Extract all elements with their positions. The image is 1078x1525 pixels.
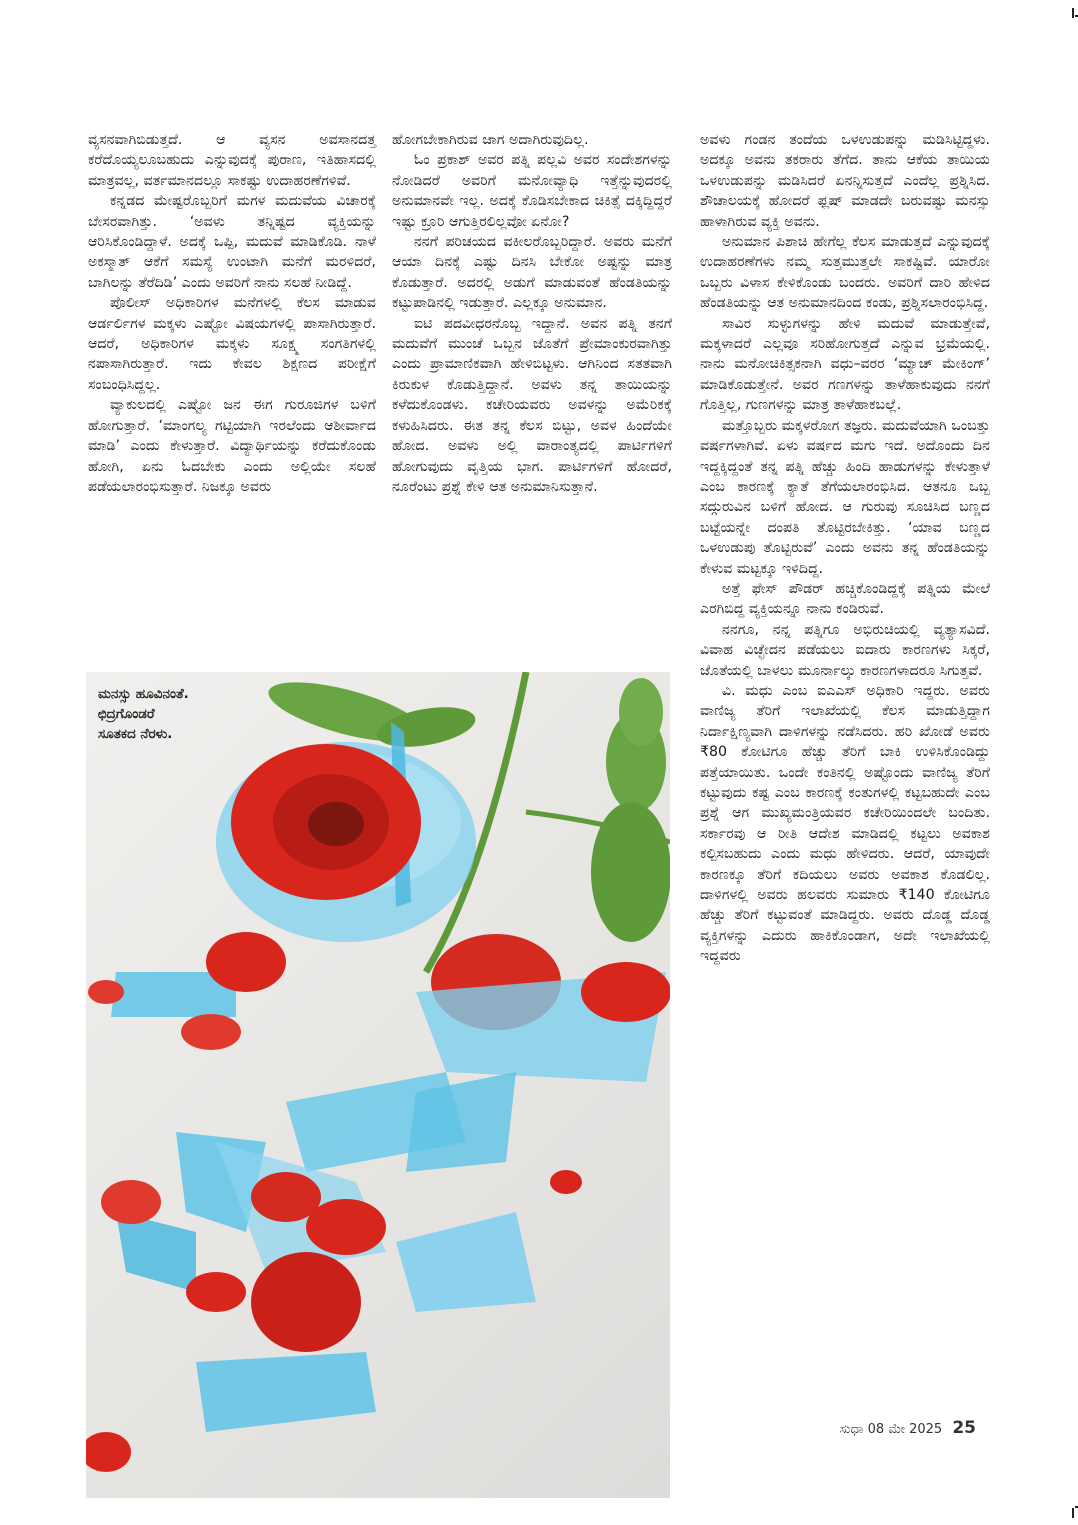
paragraph: ಪೊಲೀಸ್ ಅಧಿಕಾರಿಗಳ ಮನೆಗಳಲ್ಲಿ ಕೆಲಸ ಮಾಡುವ ಆರ್ಡರ್ಲಿಗಳ ಮಕ್ಕಳು ಎಷ್ಟೋ ವಿಷಯಗಳಲ್ಲಿ ಪಾಸಾಗಿರುತ್ತಾರೆ. ಆದರೆ, ಅಧಿಕಾರಿಗಳ ಮಕ್ಕಳು ಸೂಕ್ಷ್ಮ ಸಂಗತಿಗಳಲ್ಲಿ ನಪಾಸಾಗಿರುತ್ತಾರೆ. ಇದು ಕೇವಲ ಶಿಕ್ಷಣದ ಪರೀಕ್ಷೆಗೆ ಸಂಬಂಧಿಸಿದ್ದಲ್ಲ. <box>88 295 376 393</box>
rose-petal <box>581 962 670 1022</box>
broken-glass-rose-illustration <box>86 672 670 1498</box>
glass-shard <box>396 1212 536 1312</box>
paragraph: ಮತ್ತೊಬ್ಬರು ಮಕ್ಕಳರೋಗ ತಜ್ಞರು. ಮದುವೆಯಾಗಿ ಒಂಬತ್ತು ವರ್ಷಗಳಾಗಿವೆ. ಏಳು ವರ್ಷದ ಮಗು ಇದೆ. ಅದೊಂದು ದಿನ ಇದ್ದಕ್ಕಿದ್ದಂತೆ ತನ್ನ ಪತ್ನಿ ಹೆಚ್ಚು ಹಿಂದಿ ಹಾಡುಗಳನ್ನು ಕೇಳುತ್ತಾಳೆ ಎಂಬ ಕಾರಣಕ್ಕೆ ಕ್ಯಾತೆ ತೆಗೆಯಲಾರಂಭಿಸಿದ. ಆತನೂ ಒಬ್ಬ ಸದ್ಗುರುವಿನ ಬಳಿಗೆ ಹೋದ. ಆ ಗುರುವು ಸೂಚಿಸಿದ ಬಣ್ಣದ ಬಟ್ಟೆಯನ್ನೇ ದಂಪತಿ ತೊಟ್ಟಿರಬೇಕಿತ್ತು. ‘ಯಾವ ಬಣ್ಣದ ಒಳಉಡುಪು ತೊಟ್ಟಿರುವೆ’ ಎಂದು ಅವನು ತನ್ನ ಹೆಂಡತಿಯನ್ನು ಕೇಳುವ ಮಟ್ಟಕ್ಕೂ ಇಳಿದಿದ್ದ. <box>700 417 990 577</box>
rose-petal <box>101 1180 161 1224</box>
rose-petal <box>251 1252 361 1352</box>
caption-line: ಮನಸ್ಸು ಹೂವಿನಂತೆ. <box>98 686 189 702</box>
paragraph: ನನಗೂ, ನನ್ನ ಪತ್ನಿಗೂ ಅಭಿರುಚಿಯಲ್ಲಿ ವ್ಯತ್ಯಾಸವಿದೆ. ವಿವಾಹ ವಿಚ್ಛೇದನ ಪಡೆಯಲು ಐದಾರು ಕಾರಣಗಳು ಸಿಕ್ಕರೆ, ಜೊತೆಯಲ್ಲಿ ಬಾಳಲು ಮೂರ್ನಾಲ್ಕು ಕಾರಣಗಳಾದರೂ ಸಿಗುತ್ತವೆ. <box>700 621 990 679</box>
photo-caption <box>98 684 189 744</box>
article-column-3 <box>700 130 990 967</box>
crop-mark <box>1072 1508 1074 1518</box>
rose-petal <box>550 1170 582 1194</box>
article-photo <box>86 672 670 1498</box>
paragraph: ವ್ಯಸನವಾಗಿಬಿಡುತ್ತದೆ. ಆ ವ್ಯಸನ ಅವಸಾನದತ್ತ ಕರೆದೊಯ್ಯಲೂಬಹುದು ಎನ್ನುವುದಕ್ಕೆ ಪುರಾಣ, ಇತಿಹಾಸದಲ್ಲಿ ಮಾತ್ರವಲ್ಲ, ವರ್ತಮಾನದಲ್ಲೂ ಸಾಕಷ್ಟು ಉದಾಹರಣೆಗಳಿವೆ. <box>88 132 376 189</box>
rose-petal <box>206 932 286 992</box>
rose-petal <box>86 1432 131 1472</box>
paragraph: ಅನುಮಾನ ಪಿಶಾಚಿ ಹೇಗೆಲ್ಲ ಕೆಲಸ ಮಾಡುತ್ತದೆ ಎನ್ನುವುದಕ್ಕೆ ಉದಾಹರಣೆಗಳು ನಮ್ಮ ಸುತ್ತಮುತ್ತಲೇ ಸಾಕಷ್ಟಿವೆ. ಯಾರೋ ಒಬ್ಬರು ವಿಳಾಸ ಕೇಳಿಕೊಂಡು ಬಂದರು. ಅವರಿಗೆ ದಾರಿ ಹೇಳಿದ ಹೆಂಡತಿಯನ್ನು ಆತ ಅನುಮಾನದಿಂದ ಕಂಡು, ಪ್ರಶ್ನಿಸಲಾರಂಭಿಸಿದ್ದ. <box>700 234 990 312</box>
rose-petal <box>306 1199 386 1255</box>
rose-core <box>308 802 364 846</box>
rose-petal <box>186 1272 246 1312</box>
page-footer <box>839 1418 976 1438</box>
rose-petal <box>181 1014 241 1050</box>
issue-date: 08 ಮೇ 2025 <box>867 1422 943 1437</box>
paragraph: ಓಂ ಪ್ರಕಾಶ್ ಅವರ ಪತ್ನಿ ಪಲ್ಲವಿ ಅವರ ಸಂದೇಶಗಳನ್ನು ನೋಡಿದರೆ ಅವರಿಗೆ ಮನೋವ್ಯಾಧಿ ಇತ್ತೆನ್ನುವುದರಲ್ಲಿ ಅನುಮಾನವೇ ಇಲ್ಲ. ಅದಕ್ಕೆ ಕೊಡಿಸಬೇಕಾದ ಚಿಕಿತ್ಸೆ ದಕ್ಕಿದ್ದಿದ್ದರೆ ಇಷ್ಟು ಕ್ರೂರಿ ಆಗುತ್ತಿರಲಿಲ್ಲವೋ ಏನೋ? <box>392 152 672 230</box>
paragraph: ಸಾವಿರ ಸುಳ್ಳುಗಳನ್ನು ಹೇಳಿ ಮದುವೆ ಮಾಡುತ್ತೇವೆ, ಮಕ್ಕಳಾದರೆ ಎಲ್ಲವೂ ಸರಿಹೋಗುತ್ತದೆ ಎನ್ನುವ ಭ್ರಮೆಯಲ್ಲಿ. ನಾನು ಮನೋಚಿಕಿತ್ಸಕನಾಗಿ ವಧು–ವರರ ‘ಮ್ಯಾಚ್ ಮೇಕಿಂಗ್’ ಮಾಡಿಕೊಡುತ್ತೇನೆ. ಅವರ ಗಣಗಳನ್ನು ತಾಳೆಹಾಕುವುದು ನನಗೆ ಗೊತ್ತಿಲ್ಲ, ಗುಣಗಳನ್ನು ಮಾತ್ರ ತಾಳೆಹಾಕಬಲ್ಲೆ. <box>700 315 990 414</box>
caption-line: ಛಿದ್ರಗೊಂಡರೆ <box>98 706 155 722</box>
paragraph: ವಿ. ಮಧು ಎಂಬ ಐಎಎಸ್ ಅಧಿಕಾರಿ ಇದ್ದರು. ಅವರು ವಾಣಿಜ್ಯ ತೆರಿಗೆ ಇಲಾಖೆಯಲ್ಲಿ ಕೆಲಸ ಮಾಡುತ್ತಿದ್ದಾಗ ನಿರ್ದಾಕ್ಷಿಣ್ಯವಾಗಿ ದಾಳಿಗಳನ್ನು ನಡೆಸಿದರು. ಹರಿ ಖೋಡೆ ಅವರು ₹80 ಕೋಟಿಗೂ ಹೆಚ್ಚು ತೆರಿಗೆ ಬಾಕಿ ಉಳಿಸಿಕೊಂಡಿದ್ದು ಪತ್ತೆಯಾಯಿತು. ಒಂದೇ ಕಂತಿನಲ್ಲಿ ಅಷ್ಟೊಂದು ವಾಣಿಜ್ಯ ತೆರಿಗೆ ಕಟ್ಟುವುದು ಕಷ್ಟ ಎಂಬ ಕಾರಣಕ್ಕೆ ಕಂತುಗಳಲ್ಲಿ ಕಟ್ಟಬಹುದೇ ಎಂಬ ಪ್ರಶ್ನೆ ಆಗ ಮುಖ್ಯಮಂತ್ರಿಯವರ ಕಚೇರಿಯಿಂದಲೇ ಬಂದಿತು. ಸರ್ಕಾರವು ಆ ರೀತಿ ಆದೇಶ ಮಾಡಿದಲ್ಲಿ ಕಟ್ಟಲು ಅವಕಾಶ ಕಲ್ಪಿಸಬಹುದು ಎಂದು ಮಧು ಹೇಳಿದರು. ಆದರೆ, ಯಾವುದೇ ಕಾರಣಕ್ಕೂ ತೆರಿಗೆ ಕದಿಯಲು ಅವರು ಅವಕಾಶ ಕೊಡಲಿಲ್ಲ. ದಾಳಿಗಳಲ್ಲಿ ಅವರು ಹಲವರು ಸುಮಾರು ₹140 ಕೋಟಿಗೂ ಹೆಚ್ಚು ತೆರಿಗೆ ಕಟ್ಟುವಂತೆ ಮಾಡಿದ್ದರು. ಅವರು ದೊಡ್ಡ ದೊಡ್ಡ ವ್ಯಕ್ತಿಗಳನ್ನು ಎದುರು ಹಾಕಿಕೊಂಡಾಗ, ಅದೇ ಇಲಾಖೆಯಲ್ಲಿ ಇದ್ದವರು <box>700 682 990 965</box>
caption-line: ಸೂತಕದ ನೆರಳು. <box>98 726 173 742</box>
paragraph: ಹೋಗಬೇಕಾಗಿರುವ ಜಾಗ ಅದಾಗಿರುವುದಿಲ್ಲ. <box>392 132 589 148</box>
paragraph: ವ್ಯಾಕುಲದಲ್ಲಿ ಎಷ್ಟೋ ಜನ ಈಗ ಗುರೂಜಿಗಳ ಬಳಿಗೆ ಹೋಗುತ್ತಾರೆ. ‘ಮಾಂಗಲ್ಯ ಗಟ್ಟಿಯಾಗಿ ಇರಲೆಂದು ಆಶೀರ್ವಾದ ಮಾಡಿ’ ಎಂದು ಕೇಳುತ್ತಾರೆ. ವಿದ್ಯಾರ್ಥಿಯನ್ನು ಕರೆದುಕೊಂಡು ಹೋಗಿ, ಏನು ಓದಬೇಕು ಎಂದು ಅಲ್ಲಿಯೇ ಸಲಹೆ ಪಡೆಯಲಾರಂಭಿಸುತ್ತಾರೆ. ನಿಜಕ್ಕೂ ಅವರು <box>88 397 376 495</box>
paragraph: ಐಟಿ ಪದವೀಧರನೊಬ್ಬ ಇದ್ದಾನೆ. ಅವನ ಪತ್ನಿ ತನಗೆ ಮದುವೆಗೆ ಮುಂಚೆ ಒಬ್ಬನ ಜೊತೆಗೆ ಪ್ರೇಮಾಂಕುರವಾಗಿತ್ತು ಎಂದು ಪ್ರಾಮಾಣಿಕವಾಗಿ ಹೇಳಿಬಿಟ್ಟಳು. ಆಗಿನಿಂದ ಸತತವಾಗಿ ಕಿರುಕುಳ ಕೊಡುತ್ತಿದ್ದಾನೆ. ಅವಳು ತನ್ನ ತಾಯಿಯನ್ನು ಕಳೆದುಕೊಂಡಳು. ಕಚೇರಿಯವರು ಅವಳನ್ನು ಅಮೆರಿಕಕ್ಕೆ ಕಳುಹಿಸಿದರು. ಈತ ತನ್ನ ಕೆಲಸ ಬಿಟ್ಟು, ಅವಳ ಹಿಂದೆಯೇ ಹೋದ. ಅವಳು ಅಲ್ಲಿ ವಾರಾಂತ್ಯದಲ್ಲಿ ಪಾರ್ಟಿಗಳಿಗೆ ಹೋಗುವುದು ವೃತ್ತಿಯ ಭಾಗ. ಪಾರ್ಟಿಗಳಿಗೆ ಹೋದರೆ, ನೂರೆಂಟು ಪ್ರಶ್ನೆ ಕೇಳಿ ಆತ ಅನುಮಾನಿಸುತ್ತಾನೆ. <box>392 315 672 495</box>
rose-petal <box>88 980 124 1004</box>
paragraph: ಅತ್ತೆ ಫೇಸ್ ಪೌಡರ್ ಹಚ್ಚಿಕೊಂಡಿದ್ದಕ್ಕೆ ಪತ್ನಿಯ ಮೇಲೆ ಎರಗಿಬಿದ್ದ ವ್ಯಕ್ತಿಯನ್ನೂ ನಾನು ಕಂಡಿರುವೆ. <box>700 580 990 618</box>
article-column-2 <box>392 130 672 497</box>
glass-shard <box>116 1212 196 1292</box>
paragraph: ನನಗೆ ಪರಿಚಯದ ವಕೀಲರೊಬ್ಬರಿದ್ದಾರೆ. ಅವರು ಮನೆಗೆ ಆಯಾ ದಿನಕ್ಕೆ ಎಷ್ಟು ದಿನಸಿ ಬೇಕೋ ಅಷ್ಟನ್ನು ಮಾತ್ರ ಕೊಡುತ್ತಾರೆ. ಅದರಲ್ಲಿ ಅಡುಗೆ ಮಾಡುವಂತೆ ಹೆಂಡತಿಯನ್ನು ಕಟ್ಟುಪಾಡಿನಲ್ಲಿ ಇಡುತ್ತಾರೆ. ಎಲ್ಲಕ್ಕೂ ಅನುಮಾನ. <box>392 234 672 312</box>
glass-shard <box>196 1352 376 1432</box>
paragraph: ಕನ್ನಡದ ಮೇಷ್ಟರೊಬ್ಬರಿಗೆ ಮಗಳ ಮದುವೆಯ ವಿಚಾರಕ್ಕೆ ಬೇಸರವಾಗಿತ್ತು. ‘ಅವಳು ತನ್ನಿಷ್ಟದ ವ್ಯಕ್ತಿಯನ್ನು ಆರಿಸಿಕೊಂಡಿದ್ದಾಳೆ. ಅದಕ್ಕೆ ಒಪ್ಪಿ, ಮದುವೆ ಮಾಡಿಕೊಡಿ. ನಾಳೆ ಅಕಸ್ಮಾತ್ ಆಕೆಗೆ ಸಮಸ್ಯೆ ಉಂಟಾಗಿ ಮನೆಗೆ ಮರಳಿದರೆ, ಬಾಗಿಲನ್ನು ತೆರೆದಿಡಿ’ ಎಂದು ಅವರಿಗೆ ನಾನು ಸಲಹೆ ನೀಡಿದ್ದೆ. <box>88 193 376 291</box>
leaf <box>619 678 663 746</box>
magazine-name: ಸುಧಾ <box>839 1422 864 1437</box>
page-number: 25 <box>952 1418 976 1438</box>
article-column-1 <box>88 130 376 497</box>
leaf <box>591 802 670 942</box>
paragraph: ಅವಳು ಗಂಡನ ತಂದೆಯ ಒಳಉಡುಪನ್ನು ಮಡಿಸಿಟ್ಟಿದ್ದಳು. ಅದಕ್ಕೂ ಅವನು ತಕರಾರು ತೆಗೆದ. ತಾನು ಆಕೆಯ ತಾಯಿಯ ಒಳಉಡುಪನ್ನು ಮಡಿಸಿದರೆ ಏನನ್ನಿಸುತ್ತದೆ ಎಂದೆಲ್ಲ ಪ್ರಶ್ನಿಸಿದ. ಶೌಚಾಲಯಕ್ಕೆ ಹೋದರೆ ಫ್ಲಷ್ ಮಾಡದೇ ಬರುವಷ್ಟು ಮನಸ್ಸು ಹಾಳಾಗಿರುವ ವ್ಯಕ್ತಿ ಅವನು. <box>700 132 990 230</box>
crop-mark <box>1072 8 1074 18</box>
